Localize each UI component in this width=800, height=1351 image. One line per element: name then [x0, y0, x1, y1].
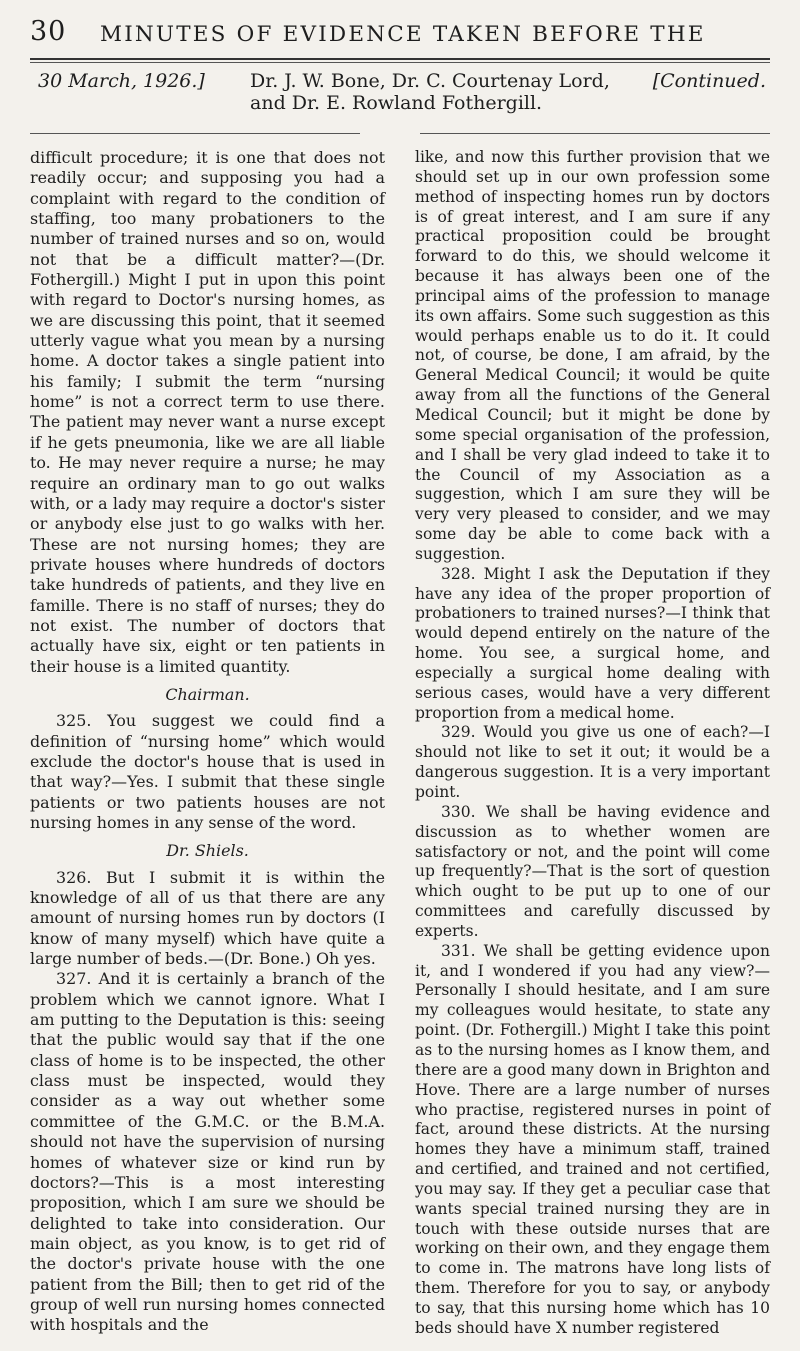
- divider-left: [30, 133, 360, 134]
- paragraph: 327. And it is certainly a branch of the problem which we cannot ignore. What I am putting to the Deputation is this: seeing that the public would say that if the one class of home is to be inspected, the other class must be inspected, would they consider as a way out whether some committee of the G.M.C. or the B.M.A. should not have the supervision of nursing homes of whatever size or kind run by doctors?—This is a most interesting proposition, which I am sure we should be delighted to take into consideration. Our main object, as you know, is to get rid of the doctor's private house with the one patient from the Bill; then to get rid of the group of well run nursing homes connected with hospitals and the: [30, 969, 385, 1335]
- paragraph: 325. You suggest we could find a definition of “nursing home” which would exclude the doctor's house that is used in that way?—Yes. I submit that these single patients or two patients houses are not nursing homes in any sense of the word.: [30, 711, 385, 832]
- paragraph: 330. We shall be having evidence and discussion as to whether women are satisfactory or not, and the point will come up frequently?—That is the sort of question which ought to be put up to one of our committees and carefully discussed by experts.: [415, 802, 770, 940]
- continued-label: [Continued.: [652, 70, 766, 92]
- paragraph: like, and now this further provision that we should set up in our own profession some method of inspecting homes run by doctors is of great interest, and I am sure if any practical proposition could be brought forward to do this, we should welcome it because it has always been one of the principal aims of the profession to manage its own affairs. Some such suggestion as this would perhaps enable us to do it. It could not, of course, be done, I am afraid, by the General Medical Council; it would be quite away from all the functions of the General Medical Council; but it might be done by some special organisation of the profession, and I shall be very glad indeed to take it to the Council of my Association as a suggestion, which I am sure they will be very very pleased to consider, and we may some day be able to come back with a suggestion.: [415, 148, 770, 563]
- session-line: [30, 70, 770, 126]
- header-rule: [30, 58, 770, 60]
- right-column: [415, 148, 770, 1339]
- divider-right: [420, 133, 770, 134]
- left-column: [30, 148, 385, 1336]
- paragraph: 328. Might I ask the Deputation if they have any idea of the proper proportion of probationers to trained nurses?—I think that would depend entirely on the nature of the home. You see, a surgical home, and especially a surgical home dealing with serious cases, would have a very different proportion from a medical home.: [415, 564, 770, 722]
- speaker-heading: Chairman.: [165, 684, 250, 704]
- running-title: MINUTES OF EVIDENCE TAKEN BEFORE THE: [100, 22, 706, 47]
- paragraph: 326. But I submit it is within the knowledge of all of us that there are any amount of nursing homes run by doctors (I know of many myself) which have quite a large number of beds.—(Dr. Bone.) Oh yes.: [30, 867, 385, 969]
- page-number: 30: [30, 16, 67, 47]
- witness-names: [250, 70, 640, 114]
- paragraph: 329. Would you give us one of each?—I should not like to set it out; it would be a dangerous suggestion. It is a very important point.: [415, 723, 770, 801]
- header-rule-thin: [30, 62, 770, 63]
- paragraph: 331. We shall be getting evidence upon it, and I wondered if you had any view?—Personally I should hesitate, and I am sure my colleagues would hesitate, to state any point. (Dr. Fothergill.) Might I take this point as to the nursing homes as I know them, and there are a good many down in Brighton and Hove. There are a large number of nurses who practise, registered nurses in point of fact, around these districts. At the nursing homes they have a minimum staff, trained and certified, and trained and not certified, you may say. If they get a peculiar case that wants special trained nursing they are in touch with these outside nurses that are working on their own, and they engage them to come in. The matrons have long lists of them. Therefore for you to say, or anybody to say, that this nursing home which has 10 beds should have X number registered: [415, 941, 770, 1337]
- paragraph: difficult procedure; it is one that does not readily occur; and supposing you had a complaint with regard to the condition of staffing, too many probationers to the number of trained nurses and so on, would not that be a difficult matter?—(Dr. Fothergill.) Might I put in upon this point with regard to Doctor's nursing homes, as we are discussing this point, that it seemed utterly vague what you mean by a nursing home. A doctor takes a single patient into his family; I submit the term “nursing home” is not a correct term to use there. The patient may never want a nurse except if he gets pneumonia, like we are all liable to. He may never require a nurse; he may require an ordinary man to go out walks with, or a lady may require a doctor's sister or anybody else just to go walks with her. These are not nursing homes; they are private houses where hundreds of doctors take hundreds of patients, and they live en famille. There is no staff of nurses; they do not exist. The number of doctors that actually have six, eight or ten patients in their house is a limited quantity.: [30, 148, 385, 676]
- running-head: [30, 12, 780, 52]
- speaker-heading: Dr. Shiels.: [166, 841, 249, 861]
- witness-names-line1: Dr. J. W. Bone, Dr. C. Courtenay Lord,: [250, 70, 610, 92]
- session-date: 30 March, 1926.]: [38, 70, 205, 92]
- witness-names-line2: and Dr. E. Rowland Fothergill.: [250, 92, 543, 114]
